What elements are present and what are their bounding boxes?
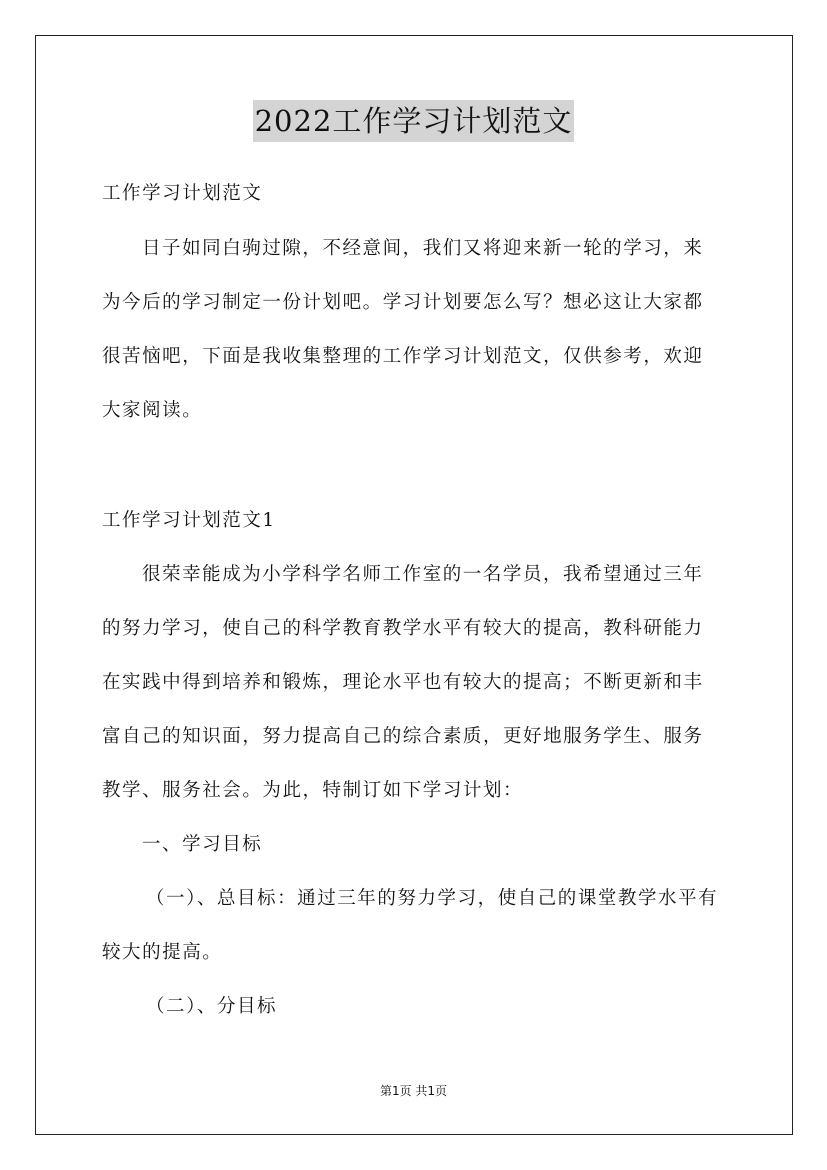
paragraph-line: 较大的提高。 bbox=[102, 942, 223, 963]
paragraph-line: 的努力学习，使自己的科学教育教学水平有较大的提高，教科研能力 bbox=[102, 618, 704, 639]
title-container bbox=[0, 100, 827, 142]
paragraph-line: 很荣幸能成为小学科学名师工作室的一名学员，我希望通过三年 bbox=[142, 564, 704, 585]
paragraph-line: 大家阅读。 bbox=[102, 400, 203, 421]
paragraph-line: （一）、总目标：通过三年的努力学习，使自己的课堂教学水平有 bbox=[146, 888, 719, 909]
subsection-heading: （二）、分目标 bbox=[146, 996, 278, 1017]
section-heading: 工作学习计划范文1 bbox=[102, 510, 276, 531]
paragraph-line: 日子如同白驹过隙，不经意间，我们又将迎来新一轮的学习，来 bbox=[142, 238, 704, 259]
section-heading: 工作学习计划范文 bbox=[102, 183, 263, 204]
page-footer: 第1页 共1页 bbox=[379, 1084, 448, 1098]
paragraph-line: 为今后的学习制定一份计划吧。学习计划要怎么写？想必这让大家都 bbox=[102, 292, 704, 313]
paragraph-line: 富自己的知识面，努力提高自己的综合素质，更好地服务学生、服务 bbox=[102, 726, 704, 747]
subsection-heading: 一、学习目标 bbox=[142, 834, 263, 855]
paragraph-line: 教学、服务社会。为此，特制订如下学习计划： bbox=[102, 780, 524, 801]
paragraph-line: 在实践中得到培养和锻炼，理论水平也有较大的提高；不断更新和丰 bbox=[102, 672, 704, 693]
document-title: 2022工作学习计划范文 bbox=[253, 100, 575, 142]
paragraph-line: 很苦恼吧，下面是我收集整理的工作学习计划范文，仅供参考，欢迎 bbox=[102, 346, 704, 367]
